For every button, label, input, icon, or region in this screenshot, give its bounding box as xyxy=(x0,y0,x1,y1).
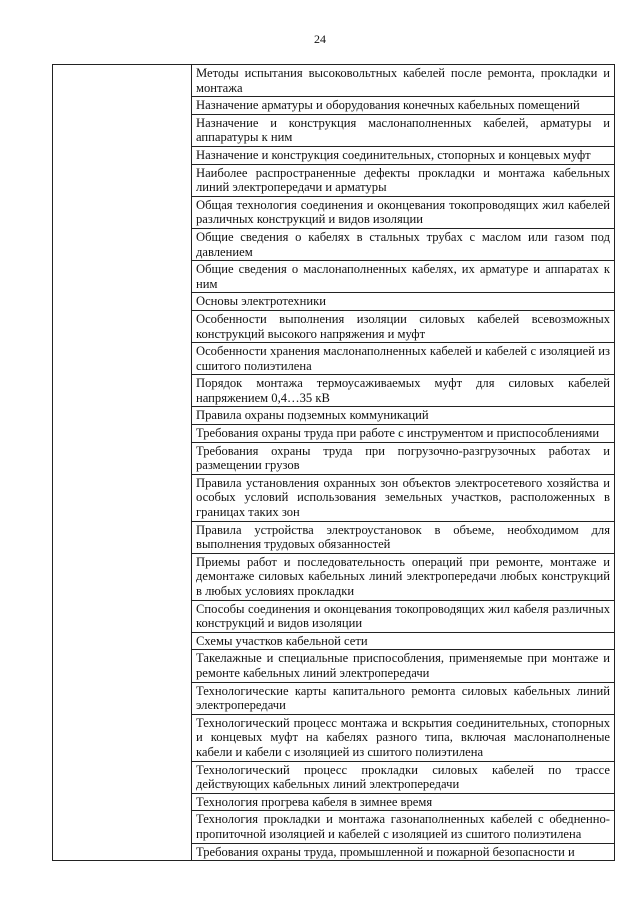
table-cell-knowledge-item: Общие сведения о маслонаполненных кабелях, их арматуре и аппаратах к ним xyxy=(192,261,615,293)
table-cell-knowledge-item: Общая технология соединения и оконцевания токопроводящих жил кабелей различных конструкций и видов изоляции xyxy=(192,196,615,228)
table-cell-knowledge-item: Технологический процесс монтажа и вскрытия соединительных, стопорных и концевых муфт на кабелях разного типа, включая маслонаполненые кабели и кабели с изоляцией из сшитого полиэтилена xyxy=(192,714,615,761)
table-cell-knowledge-item: Правила устройства электроустановок в объеме, необходимом для выполнения трудовых обязанностей xyxy=(192,521,615,553)
table-cell-knowledge-item: Особенности выполнения изоляции силовых кабелей всевозможных конструкций высокого напряжения и муфт xyxy=(192,310,615,342)
table-cell-knowledge-item: Технологические карты капитального ремонта силовых кабельных линий электропередачи xyxy=(192,682,615,714)
table-cell-knowledge-item: Технология прогрева кабеля в зимнее время xyxy=(192,793,615,811)
table-cell-knowledge-item: Особенности хранения маслонаполненных кабелей и кабелей с изоляцией из сшитого полиэтилена xyxy=(192,343,615,375)
table-cell-knowledge-item: Методы испытания высоковольтных кабелей после ремонта, прокладки и монтажа xyxy=(192,65,615,97)
table-cell-knowledge-item: Основы электротехники xyxy=(192,293,615,311)
table-cell-knowledge-item: Порядок монтажа термоусаживаемых муфт для силовых кабелей напряжением 0,4…35 кВ xyxy=(192,375,615,407)
knowledge-table xyxy=(52,64,615,861)
table-cell-knowledge-item: Технологический процесс прокладки силовых кабелей по трассе действующих кабельных линий электропередачи xyxy=(192,761,615,793)
left-column-cell xyxy=(53,65,192,861)
table-cell-knowledge-item: Правила установления охранных зон объектов электросетевого хозяйства и особых условий использования земельных участков, расположенных в границах таких зон xyxy=(192,474,615,521)
table-cell-knowledge-item: Общие сведения о кабелях в стальных трубах с маслом или газом под давлением xyxy=(192,228,615,260)
table-cell-knowledge-item: Назначение арматуры и оборудования конечных кабельных помещений xyxy=(192,97,615,115)
table-cell-knowledge-item: Требования охраны труда при погрузочно-разгрузочных работах и размещении грузов xyxy=(192,442,615,474)
table-cell-knowledge-item: Назначение и конструкция маслонаполненных кабелей, арматуры и аппаратуры к ним xyxy=(192,114,615,146)
page-number: 24 xyxy=(314,32,326,46)
table-row xyxy=(53,65,615,97)
table-cell-knowledge-item: Такелажные и специальные приспособления, применяемые при монтаже и ремонте кабельных линий электропередачи xyxy=(192,650,615,682)
table-cell-knowledge-item: Наиболее распространенные дефекты прокладки и монтажа кабельных линий электропередачи и арматуры xyxy=(192,164,615,196)
table-cell-knowledge-item: Требования охраны труда, промышленной и пожарной безопасности и xyxy=(192,843,615,861)
table-cell-knowledge-item: Способы соединения и оконцевания токопроводящих жил кабеля различных конструкций и видов изоляции xyxy=(192,600,615,632)
table-cell-knowledge-item: Приемы работ и последовательность операций при ремонте, монтаже и демонтаже силовых кабельных линий электропередачи любых конструкций в любых условиях прокладки xyxy=(192,553,615,600)
table-cell-knowledge-item: Схемы участков кабельной сети xyxy=(192,632,615,650)
table-body xyxy=(53,65,615,861)
table-cell-knowledge-item: Правила охраны подземных коммуникаций xyxy=(192,407,615,425)
table-cell-knowledge-item: Назначение и конструкция соединительных, стопорных и концевых муфт xyxy=(192,146,615,164)
table-cell-knowledge-item: Технология прокладки и монтажа газонаполненных кабелей с обедненно-пропиточной изоляцией и кабелей с изоляцией из сшитого полиэтилена xyxy=(192,811,615,843)
table-cell-knowledge-item: Требования охраны труда при работе с инструментом и приспособлениями xyxy=(192,425,615,443)
